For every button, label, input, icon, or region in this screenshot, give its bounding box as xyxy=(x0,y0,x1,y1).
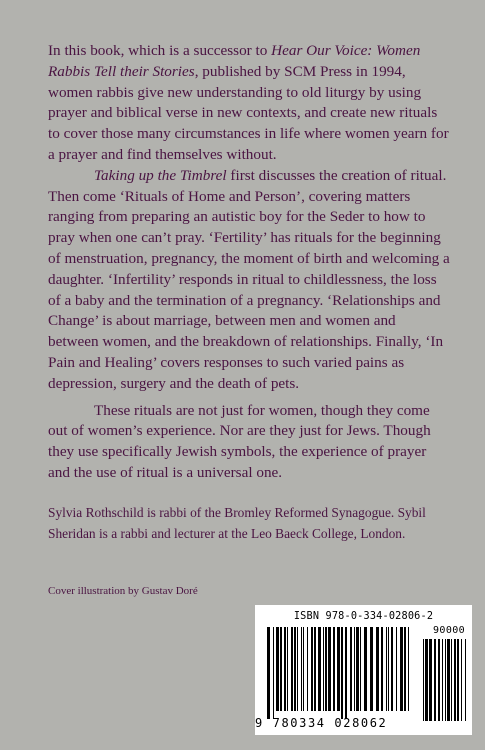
isbn-text: ISBN 978-0-334-02806-2 xyxy=(293,611,434,622)
barcode-bar xyxy=(303,627,304,711)
barcode-bar xyxy=(461,639,462,721)
blurb-paragraph-1 xyxy=(48,41,450,166)
blurb-paragraph-2 xyxy=(48,166,450,395)
barcode-bar xyxy=(465,639,466,721)
barcode-bar xyxy=(391,627,393,711)
blurb-text: first discusses the creation of ritual. Then come ‘Rituals of Home and Person’, covering matters ranging from preparing an autistic boy for the Seder to how to pray when one can’t pray. ‘Fertility’ has rituals for the beginning of menstruation, pregnancy, the moment of birth and welcoming a daughter. ‘Infertility’ responds in ritual to childlessness, the loss of a baby and the termination of a pregnancy. ‘Relationships and Change’ is about marriage, between men and women and between women, and the breakdown of relationships. Finally, ‘In Pain and Healing’ covers responses to such varied pains as depression, surgery and the death of pets. xyxy=(48,166,450,392)
author-note: Sylvia Rothschild is rabbi of the Bromley Reformed Synagogue. Sybil Sheridan is a rabbi and lecturer at the Leo Baeck College, London. xyxy=(48,505,426,541)
barcode-bar xyxy=(345,627,347,719)
barcode-bar xyxy=(273,627,274,719)
blurb-text: In this book, which is a successor to xyxy=(48,42,272,59)
barcode-bar xyxy=(396,627,397,711)
barcode-bar xyxy=(386,627,387,711)
back-cover-blurb xyxy=(48,41,450,484)
barcode-bar xyxy=(370,627,373,711)
barcode-bar xyxy=(307,627,308,711)
isbn-barcode xyxy=(255,605,472,735)
barcode-bar xyxy=(287,627,288,711)
barcode-bar xyxy=(328,627,331,711)
book-title: Taking up the Timbrel xyxy=(94,166,227,184)
barcode-bar xyxy=(354,627,355,711)
barcode-bar xyxy=(280,627,282,711)
barcode-bar xyxy=(314,627,316,711)
barcode-bar xyxy=(360,627,361,711)
barcode-bar xyxy=(301,627,302,711)
barcode-bar xyxy=(425,639,428,721)
barcode-bar xyxy=(297,627,298,711)
barcode-bar xyxy=(325,627,327,711)
barcode-bar xyxy=(442,639,443,721)
barcode-bar xyxy=(447,639,450,721)
barcode-bar xyxy=(267,627,270,719)
barcode-bar xyxy=(364,627,367,711)
blurb-text: , published by SCM Press in 1994, women rabbis give new understanding to old liturgy by using prayer and biblical verse in new contexts, and create new rituals to cover those many circumstances in life where women yearn for a prayer and find themselves without. xyxy=(48,62,449,163)
barcode-bar xyxy=(323,627,324,711)
barcode-bar xyxy=(400,627,403,711)
barcode-bar xyxy=(438,639,440,721)
barcode-bar xyxy=(284,627,286,711)
barcode-bar xyxy=(276,627,279,711)
predecessor-book-title: Hear Our Voice: Women Rabbis Tell their Stories xyxy=(48,42,421,80)
cover-credit: Cover illustration by Gustav Doré xyxy=(48,585,198,597)
barcode-bar xyxy=(350,627,352,711)
barcode-bar xyxy=(376,627,379,711)
barcode-bar xyxy=(341,627,343,719)
barcode-addon-digits: 90000 xyxy=(433,625,466,636)
barcode-bar xyxy=(423,639,424,721)
barcode-bar xyxy=(333,627,335,711)
barcode-bar xyxy=(388,627,389,711)
barcode-digits: 9 780334 028062 xyxy=(255,716,388,730)
barcode-bar xyxy=(454,639,456,721)
barcode-bar xyxy=(434,639,436,721)
barcode-bar xyxy=(445,639,446,721)
barcode-bar xyxy=(356,627,359,711)
barcode-bar xyxy=(408,627,409,711)
barcode-bar xyxy=(291,627,293,711)
barcode-bar xyxy=(294,627,296,711)
barcode-bar xyxy=(337,627,340,711)
barcode-bar xyxy=(457,639,459,721)
barcode-bar xyxy=(318,627,321,711)
barcode-bar xyxy=(429,639,432,721)
blurb-paragraph-3: These rituals are not just for women, though they come out of women’s experience. Nor are they just for Jews. Though they use specifically Jewish symbols, the experience of prayer and the use of ritual is a universal one. xyxy=(48,401,431,481)
barcode-bar xyxy=(381,627,383,711)
barcode-bar xyxy=(404,627,406,711)
barcode-bar xyxy=(451,639,452,721)
barcode-bar xyxy=(311,627,313,711)
